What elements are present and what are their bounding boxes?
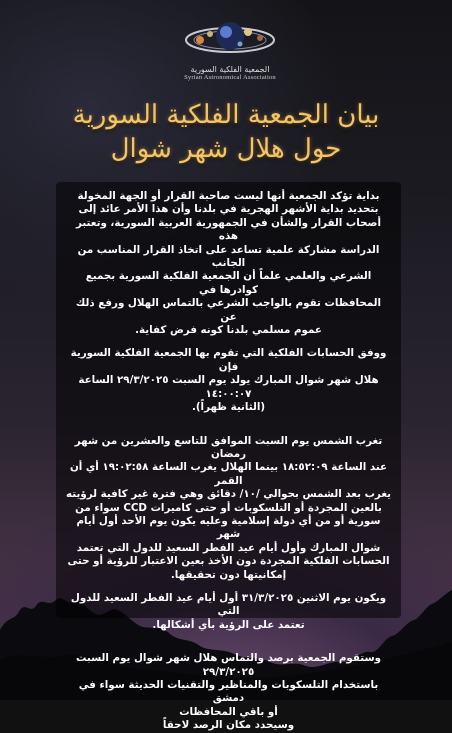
paragraph-calculations <box>66 347 391 414</box>
text-line: عموم مسلمي بلدنا كونه فرض كفاية. <box>135 324 322 337</box>
text-line: عند الساعة ١٨:٥٢:٠٩ بينما الهلال يغرب الساعة ١٩:٠٢:٥٨ أي أن القمر <box>69 461 388 487</box>
spacer <box>66 425 391 435</box>
text-line: تعتمد على الرؤية بأي أشكالها. <box>152 618 305 631</box>
text-line: ٢٩/٣/٢٠٢٥ <box>202 665 255 678</box>
text-line: بتحديد بداية الأشهر الهجرية في بلدنا وأن هذا الأمر عائد إلى <box>78 203 379 216</box>
text-line: (الثانية ظهراً). <box>191 401 266 414</box>
text-line: إمكانيتها دون تحقيقها. <box>170 568 287 581</box>
text-line: الشرعي والعلمي علماً أن الجمعية الفلكية السورية بجميع كوادرها في <box>85 270 372 296</box>
text-line: وسيحدد مكان الرصد لاحقاً <box>162 719 295 732</box>
text-line: بالعين المجردة أو التلسكوبات أو حتى كاميرات CCD سواء من <box>75 501 382 514</box>
text-line: بداية تؤكد الجمعية أنها ليست صاحبة القرار أو الجهة المخولة <box>77 190 380 202</box>
text-line: يغرب بعد الشمس بحوالي /١٠/ دقائق وهي فترة غير كافية لرؤيته <box>66 488 391 501</box>
text-line: تغرب الشمس يوم السبت الموافق للتاسع والعشرين من شهر رمضان <box>74 434 383 460</box>
text-line: هلال شهر شوال المبارك يولد يوم السبت ٢٩/٣/٢٠٢٥ الساعة ١٤:٠٠:٠٧ <box>78 374 379 400</box>
statement-panel <box>56 182 401 732</box>
text-line: الدراسة مشاركة علمية تساعد على اتخاذ القرار المناسب من الجانب <box>77 243 380 270</box>
paragraph-observation <box>66 652 391 732</box>
paragraph-disclaimer <box>66 190 391 337</box>
text-line: المحافظات تقوم بالواجب الشرعي بالتماس الهلال ورفع ذلك عن <box>75 297 382 323</box>
paragraph-monday <box>66 592 391 632</box>
paragraph-sunset <box>66 435 391 582</box>
solar-system-logo-icon <box>182 14 278 64</box>
text-line: سورية أو من أي دولة إسلامية وعليه يكون يوم الأحد أول أيام شهر <box>76 514 381 541</box>
text-line: شوال المبارك وأول أيام عيد الفطر السعيد للدول التي تعتمد <box>76 541 381 554</box>
text-line: أو باقي المحافظات <box>179 705 278 718</box>
text-line: وستقوم الجمعية برصد والتماس هلال شهر شوال يوم السبت <box>75 652 382 665</box>
text-line: ويكون يوم الاثنين ٣١/٣/٢٠٢٥ أول أيام عيد الفطر السعيد للدول التي <box>70 591 387 618</box>
statement-title <box>0 98 452 166</box>
text-line: الحسابات الفلكية المجردة دون الأخذ بعين الاعتبار للرؤية أو حتى <box>67 555 390 568</box>
spacer <box>66 642 391 652</box>
title-line-1: بيان الجمعية الفلكية السورية <box>72 100 380 130</box>
text-line: باستخدام التلسكوبات والمناظير والتقنيات الحديثة سواء في دمشق <box>78 679 379 705</box>
text-line: أصحاب القرار والشأن في الجمهورية العربية السورية، وتعتبر هذه <box>75 216 382 243</box>
logo-arabic-name: الجمعية الفلكية السورية <box>190 65 270 74</box>
logo-english-name: Syrian Astronomical Association <box>184 74 276 81</box>
title-line-2: حول هلال شهر شوال <box>110 134 342 164</box>
association-logo <box>160 14 300 90</box>
text-line: ووفق الحسابات الفلكية التي تقوم بها الجمعية الفلكية السورية فإن <box>70 347 387 373</box>
